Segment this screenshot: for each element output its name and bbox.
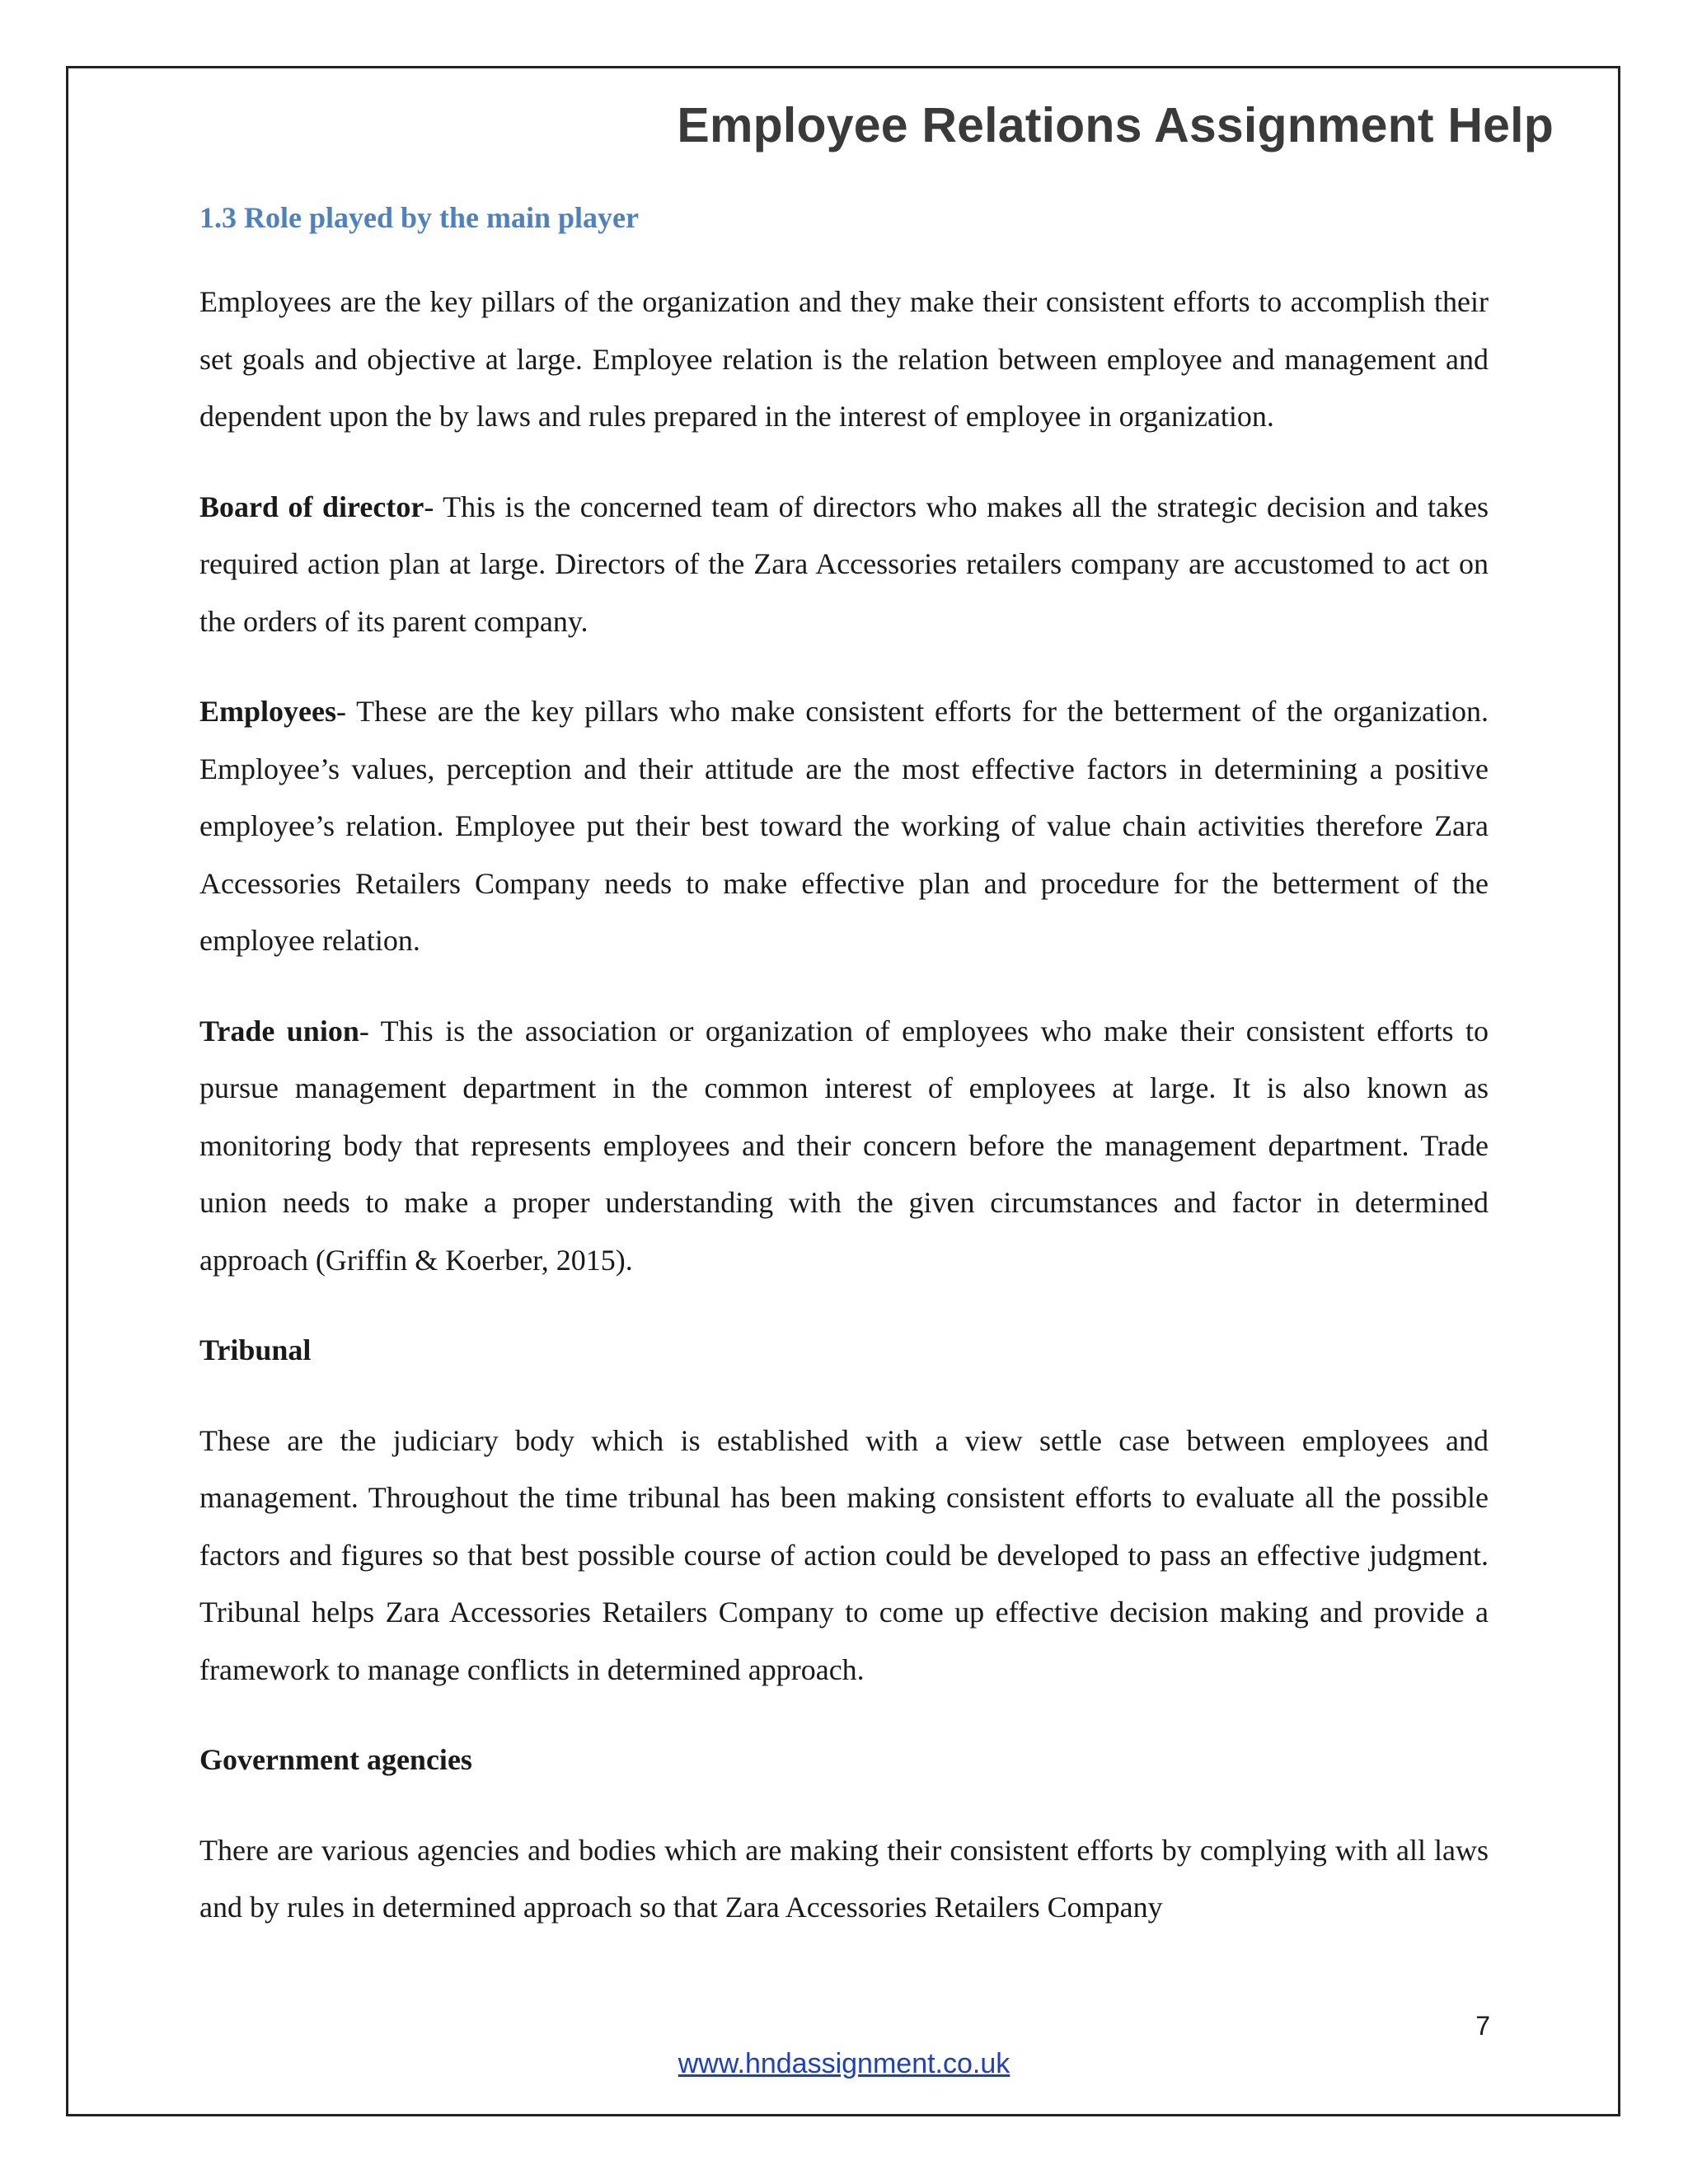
- trade-union-term: Trade union: [199, 1014, 359, 1047]
- trade-union-text: - This is the association or organization of employees who make their consistent efforts to pursue management department in the common interest of employees at large. It is also known as monitoring body that represents employees and their concern before the management department. Trade union needs to make a proper understanding with the given circumstances and factor in determined approach (Griffin & Koerber, 2015).: [199, 1014, 1489, 1277]
- employees-text: - These are the key pillars who make consistent efforts for the betterment of the organization. Employee’s values, perception and their attitude are the most effective factors in determining a positive employee’s relation. Employee put their best toward the working of value chain activities therefore Zara Accessories Retailers Company needs to make effective plan and procedure for the betterment of the employee relation.: [199, 695, 1489, 957]
- page-number: 7: [1475, 2011, 1490, 2041]
- intro-paragraph: Employees are the key pillars of the organization and they make their consistent efforts to accomplish their set goals and objective at large. Employee relation is the relation between employee and management and dependent upon the by laws and rules prepared in the interest of employee in organization.: [199, 285, 1489, 433]
- website-link[interactable]: www.hndassignment.co.uk: [678, 2048, 1010, 2079]
- employees-paragraph: [199, 683, 1489, 970]
- employees-term: Employees: [199, 695, 336, 728]
- board-of-director-text: - This is the concerned team of directors who makes all the strategic decision and takes required action plan at large. Directors of the Zara Accessories retailers company are accustomed to act on the orders of its parent company.: [199, 490, 1489, 638]
- tribunal-heading: Tribunal: [199, 1333, 312, 1366]
- trade-union-paragraph: [199, 1003, 1489, 1290]
- page-content: [199, 194, 1489, 1970]
- footer: [0, 2048, 1688, 2080]
- board-of-director-term: Board of director: [199, 490, 424, 523]
- board-of-director-paragraph: [199, 479, 1489, 651]
- section-heading: 1.3 Role played by the main player: [199, 201, 640, 234]
- tribunal-paragraph: These are the judiciary body which is established with a view settle case between employees and management. Throughout the time tribunal has been making consistent efforts to evaluate all the possible factors and figures so that best possible course of action could be developed to pass an effective judgment. Tribunal helps Zara Accessories Retailers Company to come up effective decision making and provide a framework to manage conflicts in determined approach.: [199, 1423, 1489, 1686]
- document-header-title: Employee Relations Assignment Help: [677, 98, 1554, 152]
- government-agencies-heading: Government agencies: [199, 1743, 472, 1776]
- government-agencies-paragraph: There are various agencies and bodies which are making their consistent efforts by complying with all laws and by rules in determined approach so that Zara Accessories Retailers Company: [199, 1833, 1489, 1924]
